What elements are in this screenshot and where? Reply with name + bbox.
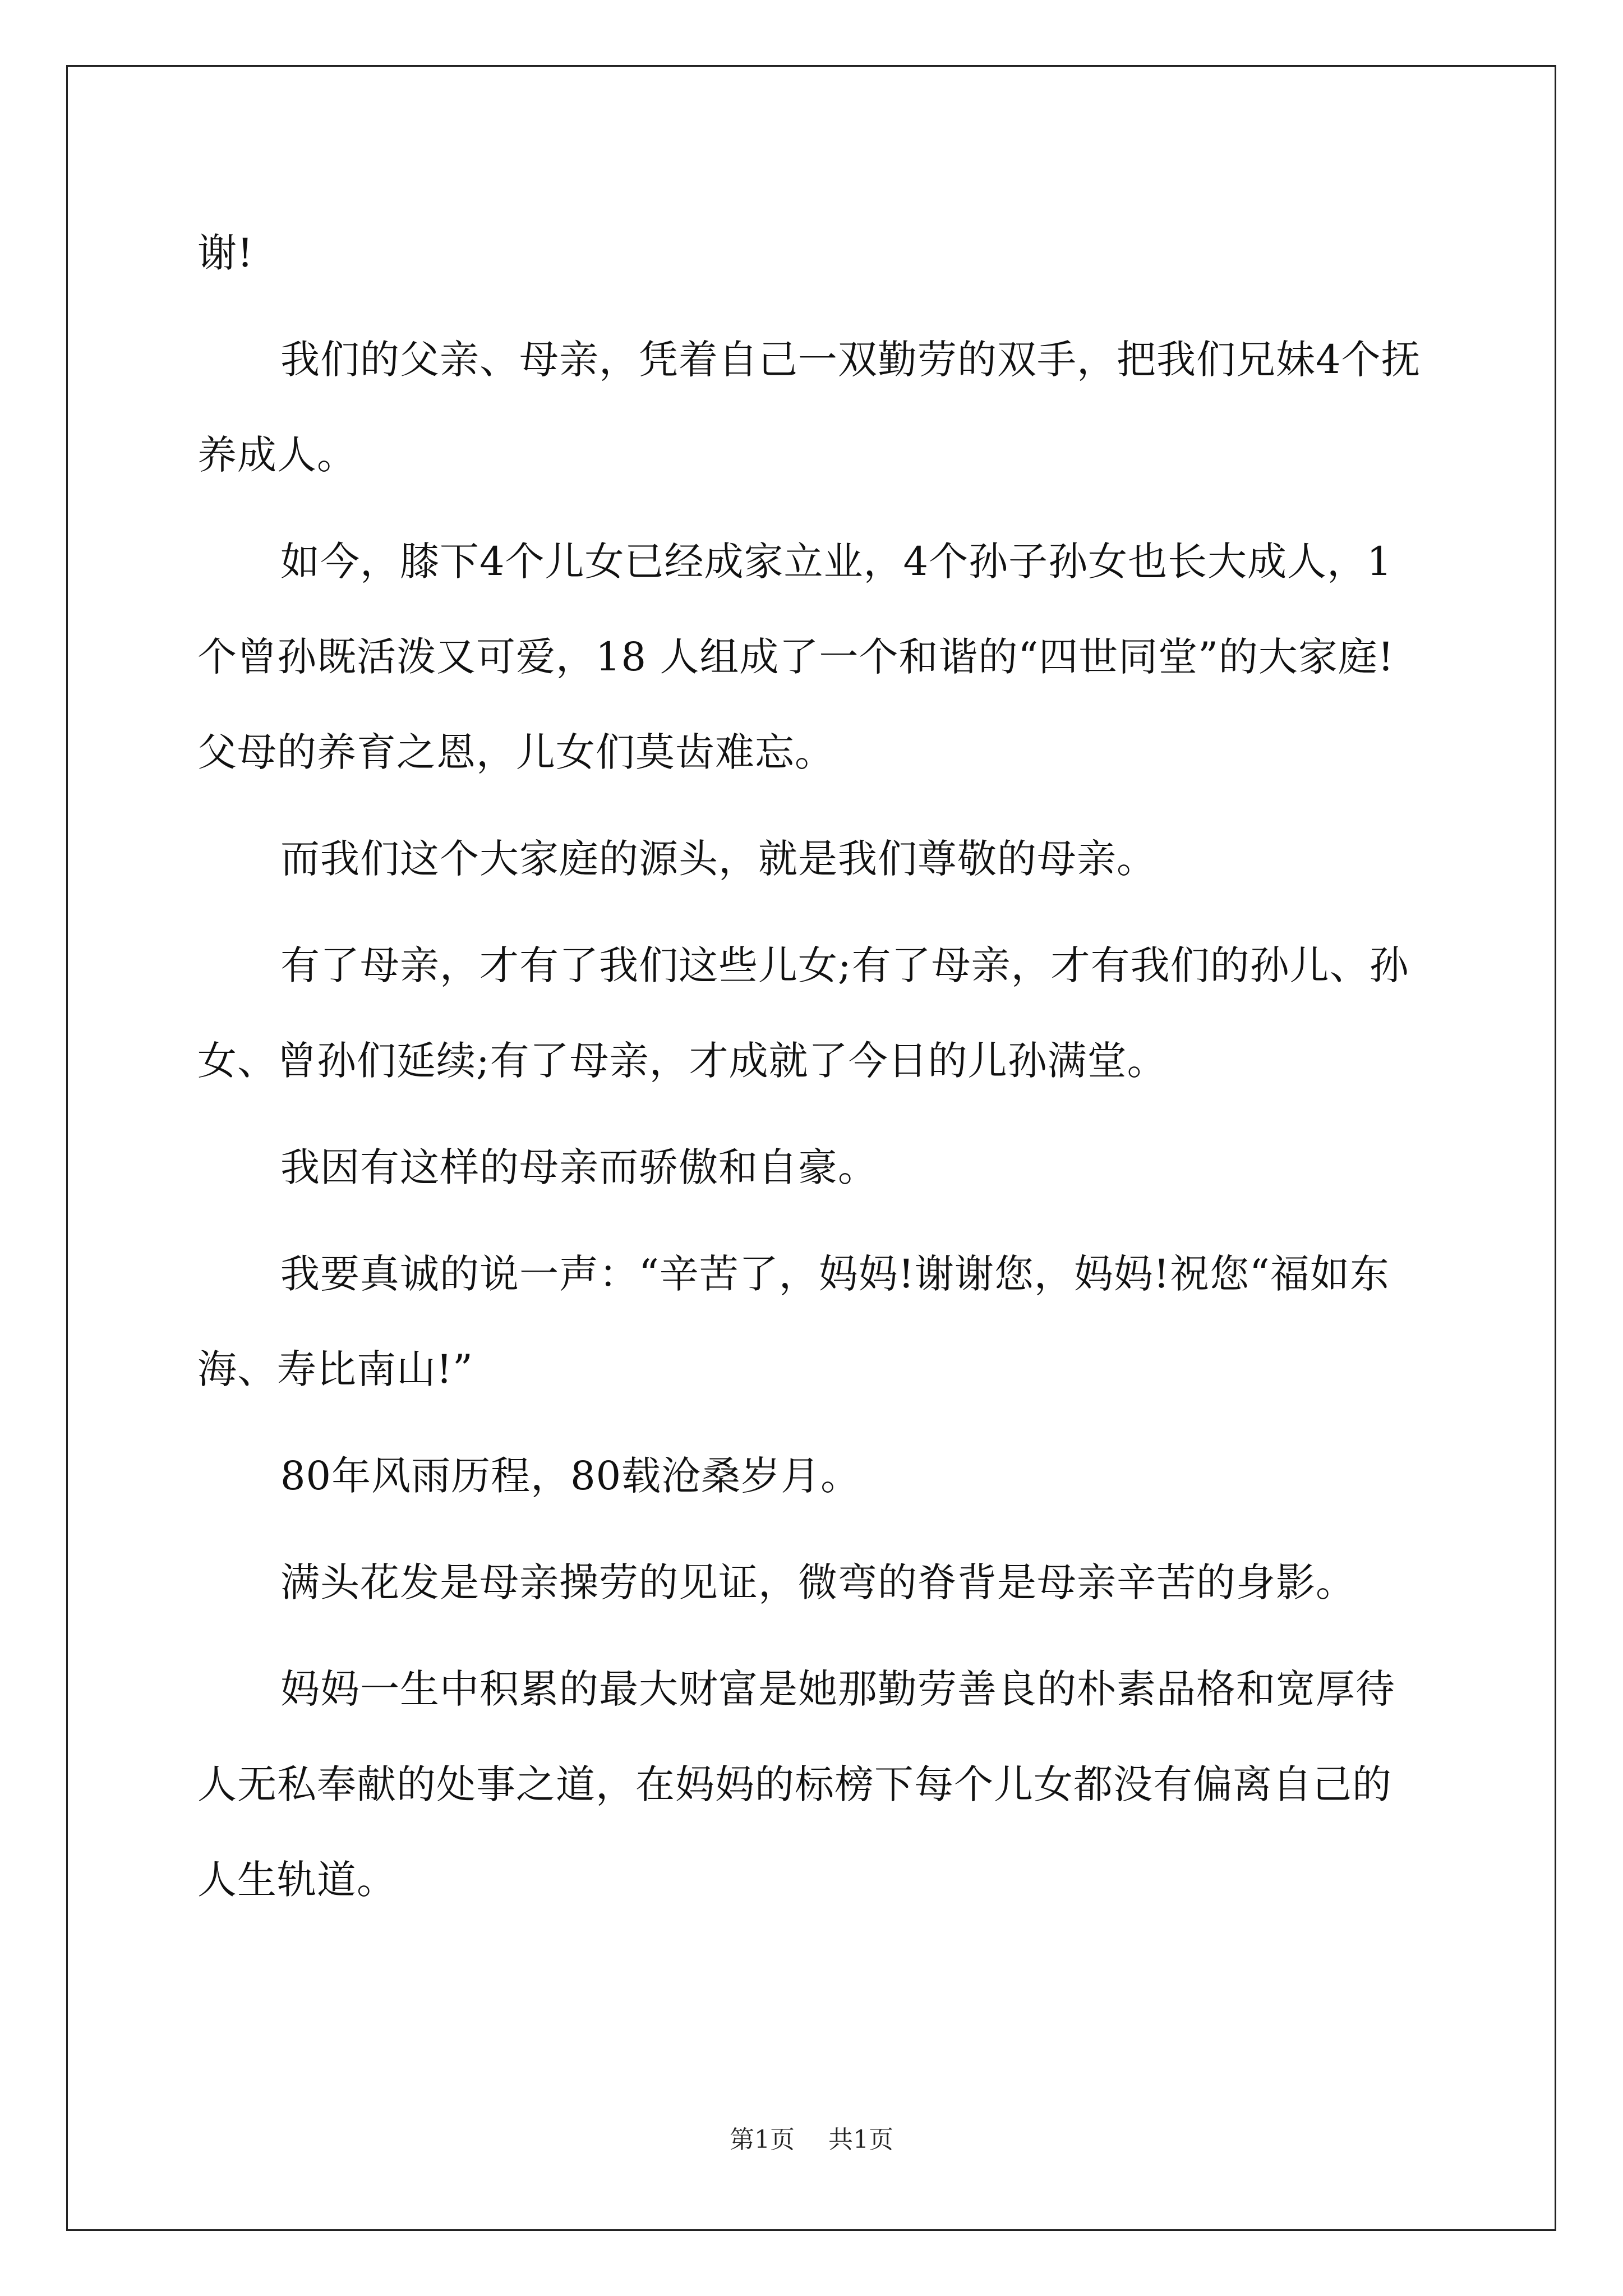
paragraph-continuation: 谢! bbox=[197, 230, 254, 276]
paragraph: 而我们这个大家庭的源头，就是我们尊敬的母亲。 bbox=[280, 836, 1156, 882]
paragraph: 满头花发是母亲操劳的见证，微弯的脊背是母亲辛苦的身影。 bbox=[280, 1559, 1355, 1605]
paragraph: 我们的父亲、母亲，凭着自己一双勤劳的双手，把我们兄妹4个抚养成人。 bbox=[197, 337, 1421, 478]
paragraph: 有了母亲，才有了我们这些儿女;有了母亲，才有我们的孙儿、孙女、曾孙们延续;有了母亲，才成就了今日的儿孙满堂。 bbox=[197, 942, 1409, 1084]
page-footer bbox=[0, 2123, 1623, 2157]
paragraph: 80年风雨历程，80载沧桑岁月。 bbox=[280, 1453, 861, 1499]
paragraph: 我因有这样的母亲而骄傲和自豪。 bbox=[280, 1144, 878, 1190]
page-number: 第1页 bbox=[730, 2125, 795, 2154]
paragraph: 妈妈一生中积累的最大财富是她那勤劳善良的朴素品格和宽厚待人无私奉献的处事之道，在妈妈的标榜下每个儿女都没有偏离自己的人生轨道。 bbox=[197, 1666, 1395, 1903]
paragraph: 我要真诚的说一声：“辛苦了，妈妈!谢谢您，妈妈!祝您“福如东海、寿比南山!” bbox=[197, 1251, 1390, 1392]
document-body bbox=[197, 205, 1426, 1927]
paragraph: 如今，膝下4个儿女已经成家立业，4个孙子孙女也长大成人，1个曾孙既活泼又可爱，18 人组成了一个和谐的“四世同堂”的大家庭!父母的养育之恩，儿女们莫齿难忘。 bbox=[197, 539, 1395, 775]
page-total: 共1页 bbox=[828, 2125, 893, 2154]
